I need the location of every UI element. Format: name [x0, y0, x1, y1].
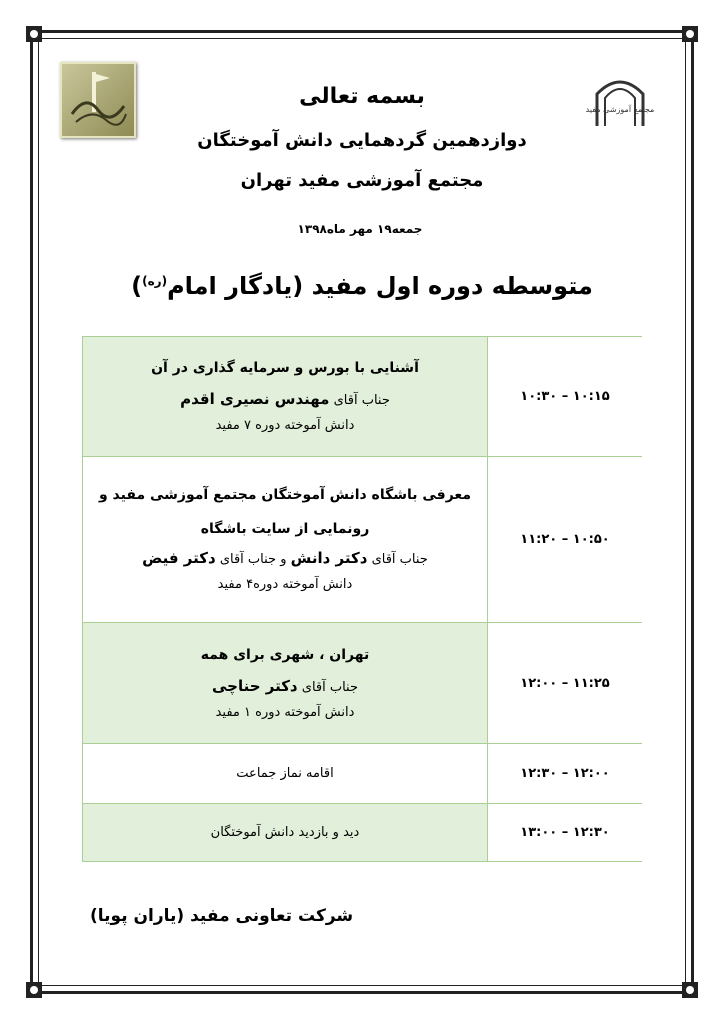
logo-text: مجتمع آموزشی مفید: [585, 105, 655, 114]
session-title: تهران ، شهری برای همه: [200, 646, 370, 663]
presenter-name: مهندس نصیری اقدم: [180, 390, 330, 408]
presenter-note: دانش آموخته دوره۴ مفید: [217, 577, 353, 592]
table-row: [83, 804, 643, 862]
session-text: اقامه نماز جماعت: [83, 744, 488, 804]
table-row: [83, 623, 643, 744]
presenter-prefix: جناب آقای: [301, 679, 359, 695]
session-title-line2: رونمایی از سایت باشگاه: [200, 521, 370, 537]
presenter-prefix: جناب آقای: [371, 552, 428, 567]
corner-ornament-icon: [682, 26, 698, 42]
program-schedule-table: [82, 336, 642, 862]
corner-ornament-icon: [26, 982, 42, 998]
presenter-name: دکتر حناچی: [211, 676, 298, 695]
corner-ornament-icon: [682, 982, 698, 998]
mofid-school-logo: [585, 66, 655, 136]
session-title: معرفی باشگاه دانش آموختگان مجتمع آموزشی مفید و: [98, 487, 471, 503]
session-time: ۱۰:۱۵ – ۱۰:۳۰: [488, 337, 643, 457]
conference-title: دوازدهمین گردهمایی دانش آموختگان: [197, 130, 527, 151]
session-time: ۱۱:۲۵ – ۱۲:۰۰: [488, 623, 643, 744]
school-name: مجتمع آموزشی مفید تهران: [240, 170, 484, 191]
table-row: [83, 457, 643, 623]
presenter-name-2: دکتر فیض: [142, 549, 216, 567]
presenter-connector: و جناب آقای: [219, 552, 287, 567]
table-row: [83, 744, 643, 804]
bismillah-heading: بسمه تعالی: [299, 84, 425, 109]
table-row: [83, 337, 643, 457]
session-cell: [83, 623, 488, 744]
event-date: جمعه۱۹ مهر ماه۱۳۹۸: [297, 222, 423, 236]
presenter-note: دانش آموخته دوره ۷ مفید: [215, 418, 355, 433]
section-title: متوسطه دوره اول مفید (یادگار امام$^{(ره)}$): [131, 272, 593, 300]
presenter-name: دکتر دانش: [290, 549, 368, 567]
session-time: ۱۲:۰۰ – ۱۲:۳۰: [488, 744, 643, 804]
session-time: ۱۲:۳۰ – ۱۳:۰۰: [488, 804, 643, 862]
session-text: دید و بازدید دانش آموختگان: [83, 804, 488, 862]
session-cell: [83, 457, 488, 623]
session-time: ۱۰:۵۰ – ۱۱:۲۰: [488, 457, 643, 623]
session-cell: [83, 337, 488, 457]
corner-ornament-icon: [26, 26, 42, 42]
organizer-footer: شرکت تعاونی مفید (یاران پویا): [90, 906, 354, 926]
session-title: آشنایی با بورس و سرمایه گذاری در آن: [151, 360, 419, 376]
calligraphy-logo-icon: [60, 62, 136, 138]
presenter-note: دانش آموخته دوره ۱ مفید: [215, 704, 355, 720]
presenter-prefix: جناب آقای: [333, 393, 390, 408]
